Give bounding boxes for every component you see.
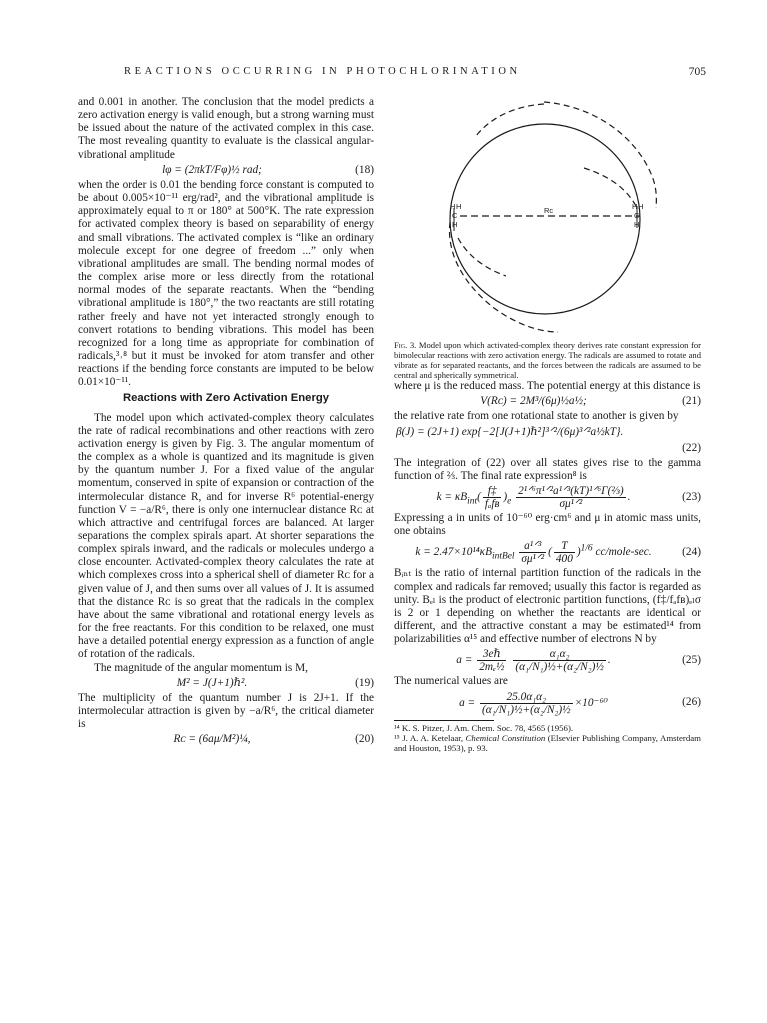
fraction-denominator: (α₁/N₁)½+(α₂/N₂)½ xyxy=(515,661,604,674)
fraction xyxy=(477,648,506,673)
equation-number: (21) xyxy=(682,395,701,408)
atom-label-h: H xyxy=(632,202,638,211)
figure-3 xyxy=(394,96,701,336)
equation-number: (22) xyxy=(682,441,701,454)
figure-caption xyxy=(394,340,701,380)
left-column xyxy=(78,96,374,749)
eq-lhs: k = κB xyxy=(436,491,468,504)
eq-lhs: a = xyxy=(456,654,473,667)
footnote-14: ¹⁴ K. S. Pitzer, J. Am. Chem. Soc. 78, 4565 (1956). xyxy=(394,722,574,733)
fraction-numerator: a¹ᐟ³ xyxy=(519,540,546,553)
equation-20 xyxy=(78,733,374,746)
equation-25: a = $\frac{\text{3eℏ}}{\text{2mₑ½}}$ $\frac{\text{α₁α₂}}{\text{(α₁/N₁)½+(α₂/N₂)½}}$ . (25) xyxy=(456,648,701,674)
equation-number: (25) xyxy=(682,654,701,667)
footnote-rule xyxy=(394,720,494,721)
atom-label-h: H xyxy=(452,220,458,229)
paragraph: The integration of (22) over all states gives rise to the gamma function of ⅔. The final rate expression⁸ is xyxy=(394,456,701,482)
fraction-denominator: fₐfʙ xyxy=(484,498,500,511)
equation-body: V(Rᴄ) = 2M³/(6μ)½a½; xyxy=(480,395,587,408)
equation-body: lφ = (2πkT/Fφ)½ rad; xyxy=(162,163,262,176)
eq-exponent: 1/6 xyxy=(580,543,593,554)
atom-label-h: H xyxy=(450,202,456,211)
atom-label-h: H xyxy=(638,202,644,211)
equation-22 xyxy=(394,426,701,439)
fraction xyxy=(483,485,501,510)
paragraph: The model upon which activated-complex theory calculates the rate of radical recombinations and other reactions with zero activation energy is given by Fig. 3. The angular momentum of the complex as a whole is quantized and its magnitude is given by the quantum number J. For a fixed value of the angular momentum, conserved in spite of expansion or contraction of the intermolecular distance R, and for inverse R⁶ potential-energy function V = −a/R⁶, there is only one internuclear distance Rᴄ at which attractive and centrifugal forces are balanced. At larger separations the complex spirals apart. At shorter separations the complex spirals inward, and the radicals or molecules undergo a close encounter. Activated-complex theory calculates the rate at which complexes cross into a spherical shell of diameter Rᴄ for a given value of J, and then sums over all values of J. It is assumed that the distance Rᴄ is so great that the radicals in the complex have about the same vibrational and rotational energy levels as for the free reactants. For this condition to be relaxed, one must have a detailed potential energy expression as a function of angle of rotation of the radicals. xyxy=(78,411,374,661)
fraction-denominator: 400 xyxy=(555,553,573,566)
equation-23: $k = \kappa B_{int}$( $\frac{f\ddagger}{\text{fₐfʙ}}$ )$_e$ $\frac{\text{2¹ᐟ⁶π¹ᐟ²a¹ᐟ³(kT)¹ᐟ⁶Γ(⅔)}}{\text{σμ¹ᐟ²}}$ . (23) xyxy=(436,485,701,511)
page-header xyxy=(86,66,706,84)
footnote-15 xyxy=(394,733,701,753)
footnote-title: Chemical Constitution xyxy=(465,732,546,743)
equation-body: Rᴄ = (6aμ/M²)¼, xyxy=(173,733,251,746)
paragraph: and 0.001 in another. The conclusion that the model predicts a zero activation energy is valid enough, but a strong warning must be issued about the nature of the activated complex in this case. The most revealing quantity to evaluate is the classical angular-vibrational amplitude xyxy=(78,96,374,161)
fraction xyxy=(480,691,573,716)
equation-body: M² = J(J+1)ℏ². xyxy=(176,676,248,689)
equation-number: (23) xyxy=(682,491,701,504)
fraction-numerator: 2¹ᐟ⁶π¹ᐟ²a¹ᐟ³(kT)¹ᐟ⁶Γ(⅔) xyxy=(518,485,624,498)
fraction-denominator: σμ¹ᐟ² xyxy=(521,553,545,566)
dashed-spiral-right-top xyxy=(544,102,656,208)
page-number: 705 xyxy=(688,66,706,78)
eq-subscript: int xyxy=(467,496,478,507)
caption-label: Fig. 3. xyxy=(394,340,417,350)
eq-unit: cc/mole-sec. xyxy=(595,546,652,559)
fraction-numerator: f‡ xyxy=(483,485,501,498)
paragraph: The magnitude of the angular momentum is M, xyxy=(94,661,308,674)
fraction-numerator: α₁α₂ xyxy=(513,648,606,661)
equation-number: (19) xyxy=(355,676,374,689)
paragraph: The numerical values are xyxy=(394,675,508,688)
eq-lhs: a = xyxy=(459,696,476,709)
atom-label-c: C xyxy=(452,211,458,220)
equation-number: (20) xyxy=(355,733,374,746)
fraction-numerator: 3eℏ xyxy=(477,648,506,661)
fraction xyxy=(516,485,626,510)
atom-label-c: C xyxy=(634,211,640,220)
section-heading: Reactions with Zero Activation Energy xyxy=(122,392,330,405)
paragraph: The multiplicity of the quantum number J is 2J+1. If the intermolecular attraction is given by −a/R⁶, the critical diameter is xyxy=(78,691,374,731)
equation-21 xyxy=(394,395,701,408)
fraction-numerator: 25.0α₁α₂ xyxy=(480,691,573,704)
rc-label: Rᴄ xyxy=(544,206,554,215)
equation-26 xyxy=(394,691,701,716)
fraction xyxy=(513,648,606,673)
critical-diameter-circle xyxy=(450,124,640,314)
equation-number: (26) xyxy=(682,696,701,709)
equation-number: (24) xyxy=(682,546,701,559)
fraction-denominator: σμ¹ᐟ² xyxy=(559,498,583,511)
paragraph: the relative rate from one rotational state to another is given by xyxy=(394,410,679,423)
right-column xyxy=(394,96,701,753)
equation-18 xyxy=(78,164,374,177)
footnote-text: ¹⁵ J. A. A. Ketelaar, xyxy=(394,732,466,743)
atom-label-h: H xyxy=(634,220,640,229)
paragraph: Bᵢₙₜ is the ratio of internal partition function of the radicals in the complex and radicals far removed; usually this factor is regarded as unity. Bₑₗ is the product of electronic partition functions, (f‡/fₐfʙ)ₑₗσ is 2 or 1 depending on whether the reactants are identical or different, and the attractive constant a may be estimated¹⁴ from polarizabilities α¹⁵ and effective number of electrons N by xyxy=(394,567,701,646)
eq-tail: ×10⁻⁶⁰ xyxy=(574,696,608,709)
running-title: REACTIONS OCCURRING IN PHOTOCHLORINATION xyxy=(124,66,521,77)
equation-number: (18) xyxy=(355,163,374,176)
dashed-spiral-left-bottom xyxy=(449,222,558,332)
eq-subscript: intBel xyxy=(492,551,515,562)
fraction xyxy=(554,540,575,565)
caption-text: Model upon which activated-complex theory derives rate constant expression for bimolecular reactions with zero activation energy. The radicals are assumed to rotate and vibrate as for separated reactants, and the forces between the radicals are assumed to be central and spherically symmetrical. xyxy=(394,340,701,380)
footnote-text: (Elsevier Publishing Company, Amsterdam and Houston, 1953), p. 93. xyxy=(394,732,702,753)
fraction-numerator: T xyxy=(554,540,575,553)
eq-lhs: k = 2.47×10¹⁴κB xyxy=(415,546,493,559)
paragraph: Expressing a in units of 10⁻⁶⁰ erg·cm⁶ and μ in atomic mass units, one obtains xyxy=(394,512,701,538)
equation-body: β(J) = (2J+1) exp{−2[J(J+1)ℏ²]³ᐟ²/(6μ)³ᐟ²a½kT}. xyxy=(396,426,624,439)
eq-subscript: e xyxy=(507,496,512,507)
equation-24: $k = 2.47\times 10^{14}\kappa B_{intBel}$ $\frac{\text{a¹ᐟ³}}{\text{σμ¹ᐟ²}}$ ( $\frac{T}{400}$ )$^{1/6}$ cc/mole-sec. (24) xyxy=(415,540,701,566)
paragraph: where μ is the reduced mass. The potential energy at this distance is xyxy=(394,380,701,392)
equation-22-number-row xyxy=(394,442,701,455)
paragraph: when the order is 0.01 the bending force constant is computed to be about 0.005×10⁻¹¹ erg/rad², and the vibrational amplitude is approximately equal to π or 180° at 500°K. The rate expression for activated complex theory is based on separability of energy and small vibrations. The activated complex is “like an ordinary molecule except for one degree of freedom ...” only when vibrational amplitudes are small. The bending normal modes of the complex arise more or less directly from the rotational normal modes of the separate reactants. When the “bending vibrational amplitude is 180°,” the two reactants are still rotating rather freely and have not yet interacted strongly enough to convert rotations to bending vibrations. This model has been recognized for a long time as appropriate for combination of radicals,³˒⁸ but it must be invoked for atom transfer and other reactions if the bending force constants are imputed to be below 0.01×10⁻¹¹. xyxy=(78,178,374,389)
equation-19 xyxy=(78,677,374,690)
fraction-denominator: 2mₑ½ xyxy=(479,661,505,674)
atom-label-h: H xyxy=(456,202,462,211)
fraction xyxy=(519,540,546,565)
fraction-denominator: (α₁/N₁)½+(α₂/N₂)½ xyxy=(482,703,571,716)
figure-3-diagram xyxy=(394,96,701,336)
